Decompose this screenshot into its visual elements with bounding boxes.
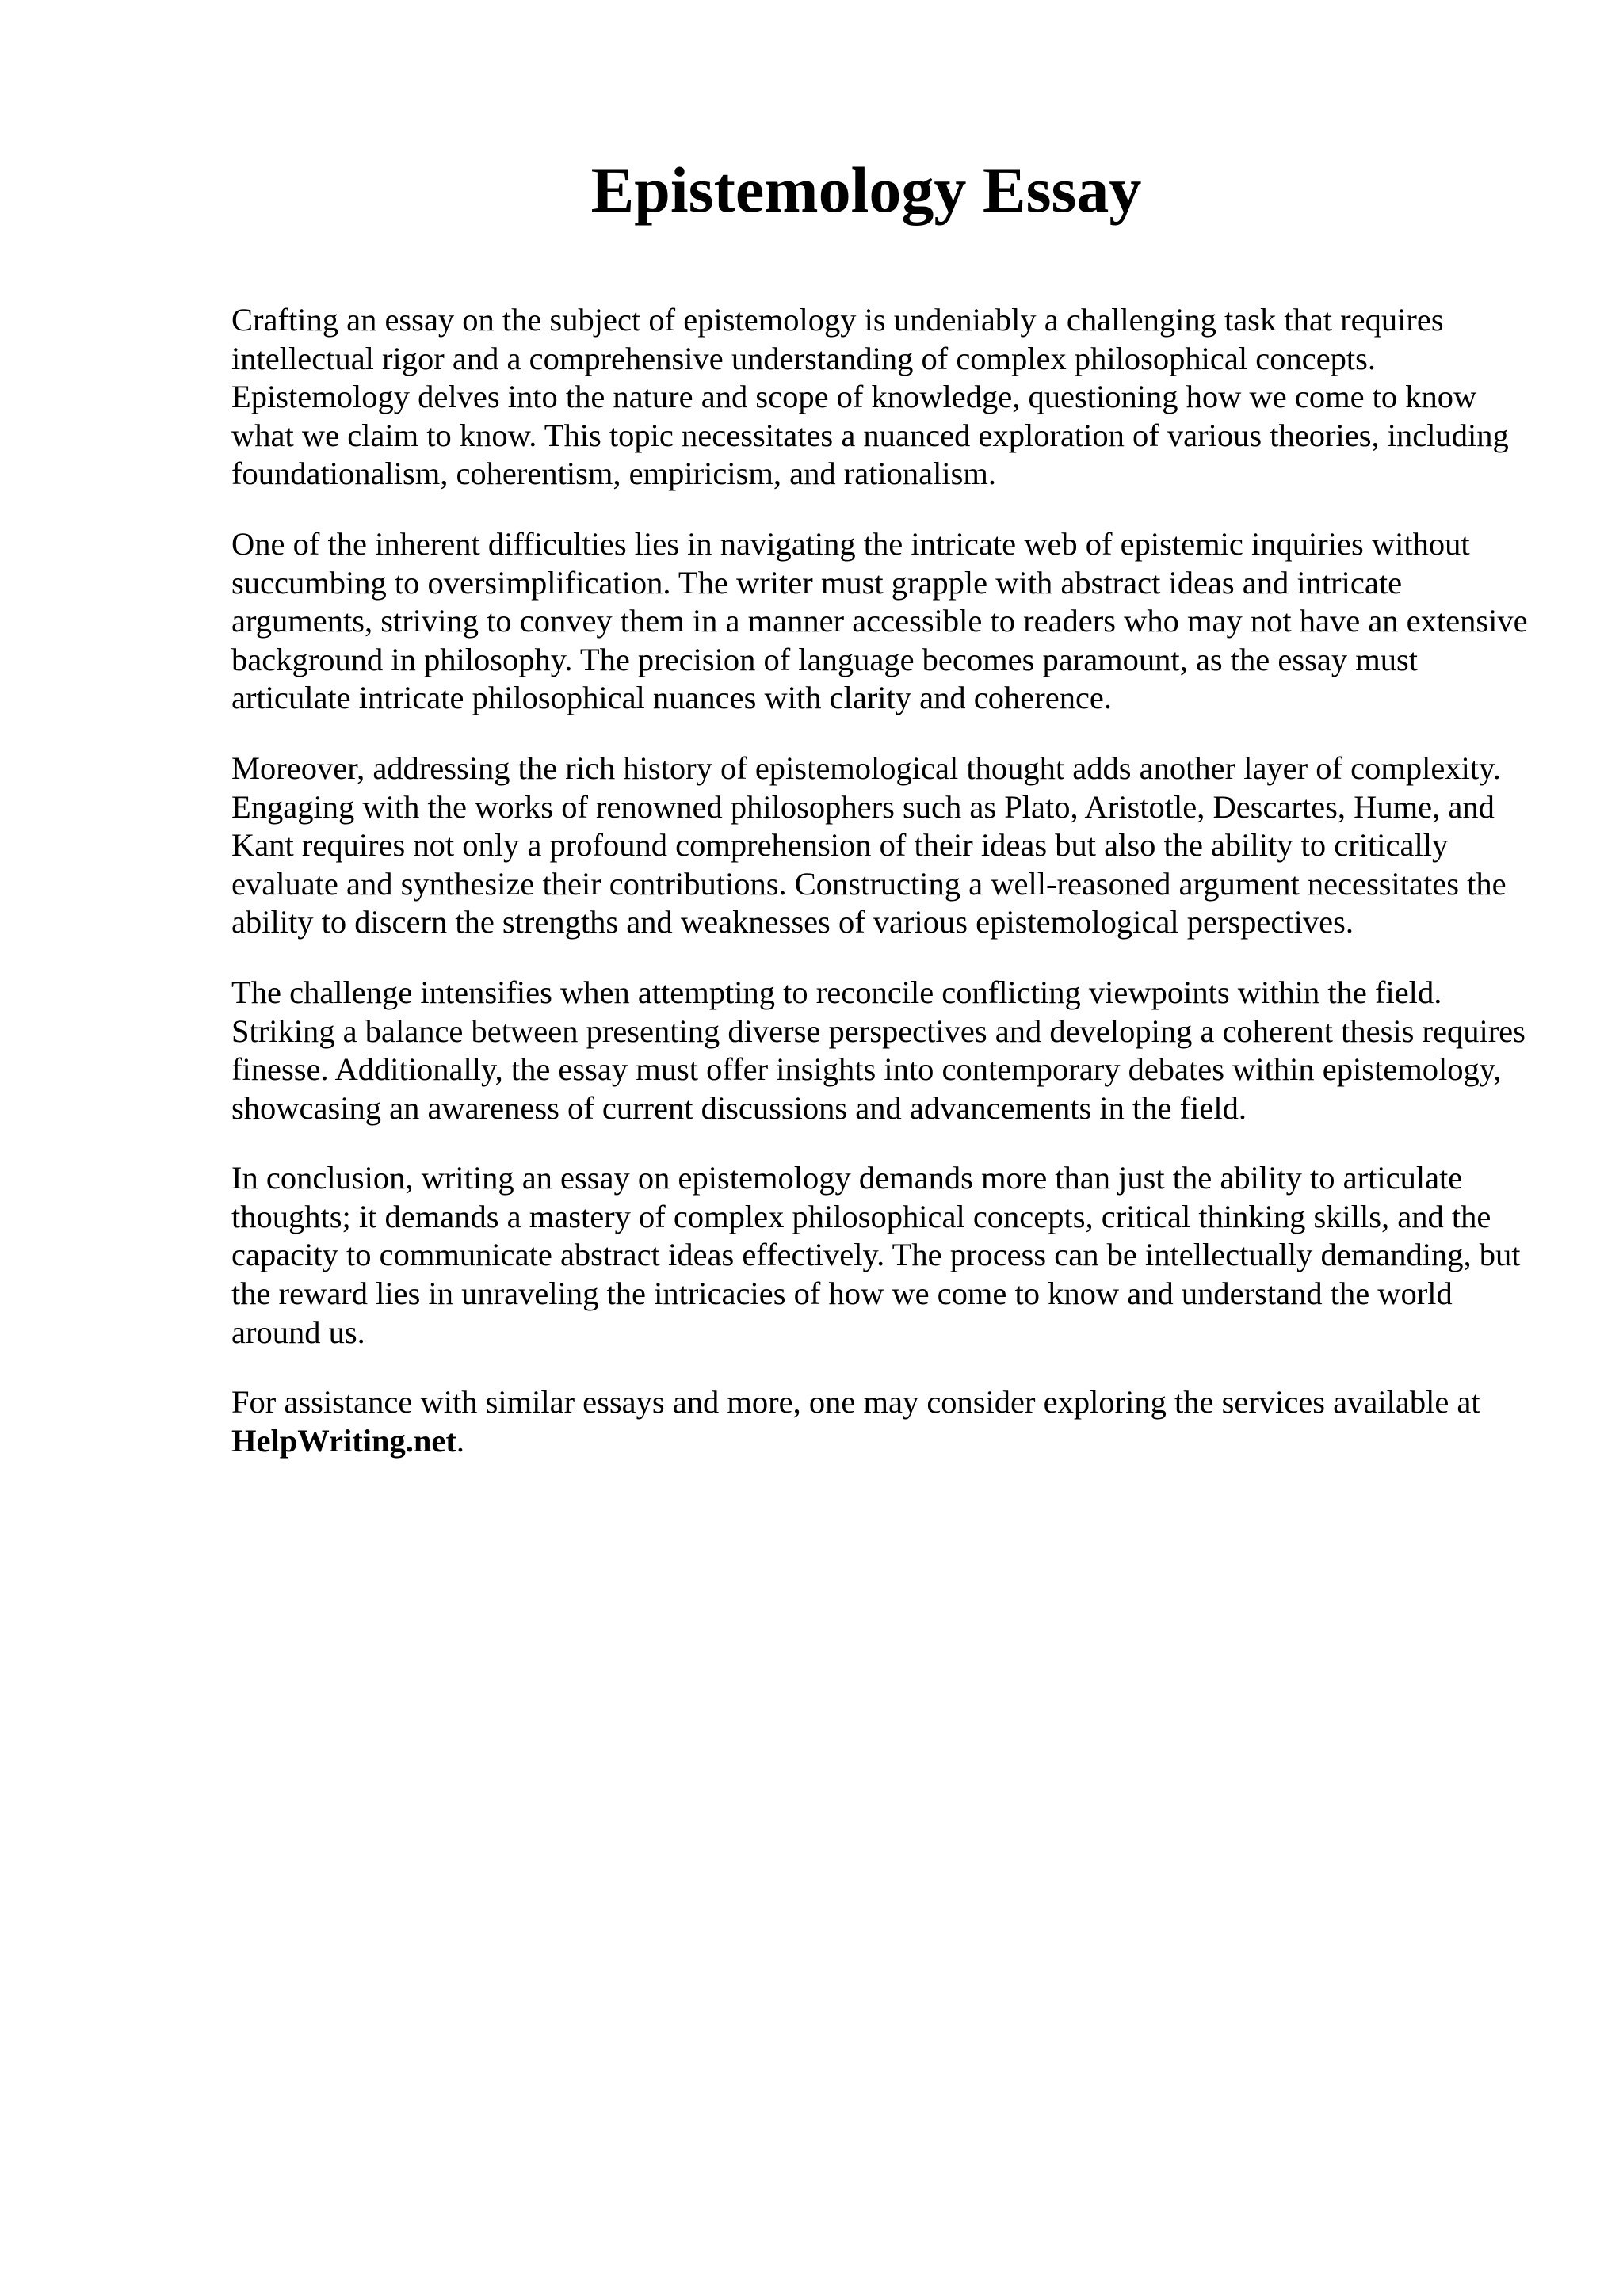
closing-period: . [456, 1422, 465, 1459]
paragraph-1: Crafting an essay on the subject of epistemology is undeniably a challenging task that requires intellectual rigor and a comprehensive understanding of complex philosophical concepts. Epistemology delves into the nature and scope of knowledge, questioning how we come to know what we claim to know. This topic necessitates a nuanced exploration of various theories, including foundationalism, coherentism, empiricism, and rationalism. [231, 302, 1509, 492]
closing-paragraph [231, 1383, 1531, 1460]
page-title: Epistemology Essay [590, 154, 1142, 226]
closing-text: For assistance with similar essays and more, one may consider exploring the services available at [231, 1384, 1480, 1421]
paragraph-4: The challenge intensifies when attempting to reconcile conflicting viewpoints within the field. Striking a balance between presenting diverse perspectives and developing a coherent thesis requires finesse. Additionally, the essay must offer insights into contemporary debates within epistemology, showcasing an awareness of current discussions and advancements in the field. [231, 974, 1526, 1126]
essay-body [231, 301, 1531, 1492]
paragraph-3: Moreover, addressing the rich history of epistemological thought adds another layer of complexity. Engaging with the works of renowned philosophers such as Plato, Aristotle, Descartes, Hume, and Kant requires not only a profound comprehension of their ideas but also the ability to critically evaluate and synthesize their contributions. Constructing a well-reasoned argument necessitates the ability to discern the strengths and weaknesses of various epistemological perspectives. [231, 749, 1507, 940]
paragraph-5: In conclusion, writing an essay on epistemology demands more than just the ability to articulate thoughts; it demands a mastery of complex philosophical concepts, critical thinking skills, and the capacity to communicate abstract ideas effectively. The process can be intellectually demanding, but the reward lies in unraveling the intricacies of how we come to know and understand the world around us. [231, 1160, 1521, 1350]
helpwriting-link[interactable]: HelpWriting.net [231, 1422, 456, 1459]
paragraph-2: One of the inherent difficulties lies in navigating the intricate web of epistemic inquiries without succumbing to oversimplification. The writer must grapple with abstract ideas and intricate arguments, striving to convey them in a manner accessible to readers who may not have an extensive background in philosophy. The precision of language becomes paramount, as the essay must articulate intricate philosophical nuances with clarity and coherence. [231, 525, 1528, 716]
